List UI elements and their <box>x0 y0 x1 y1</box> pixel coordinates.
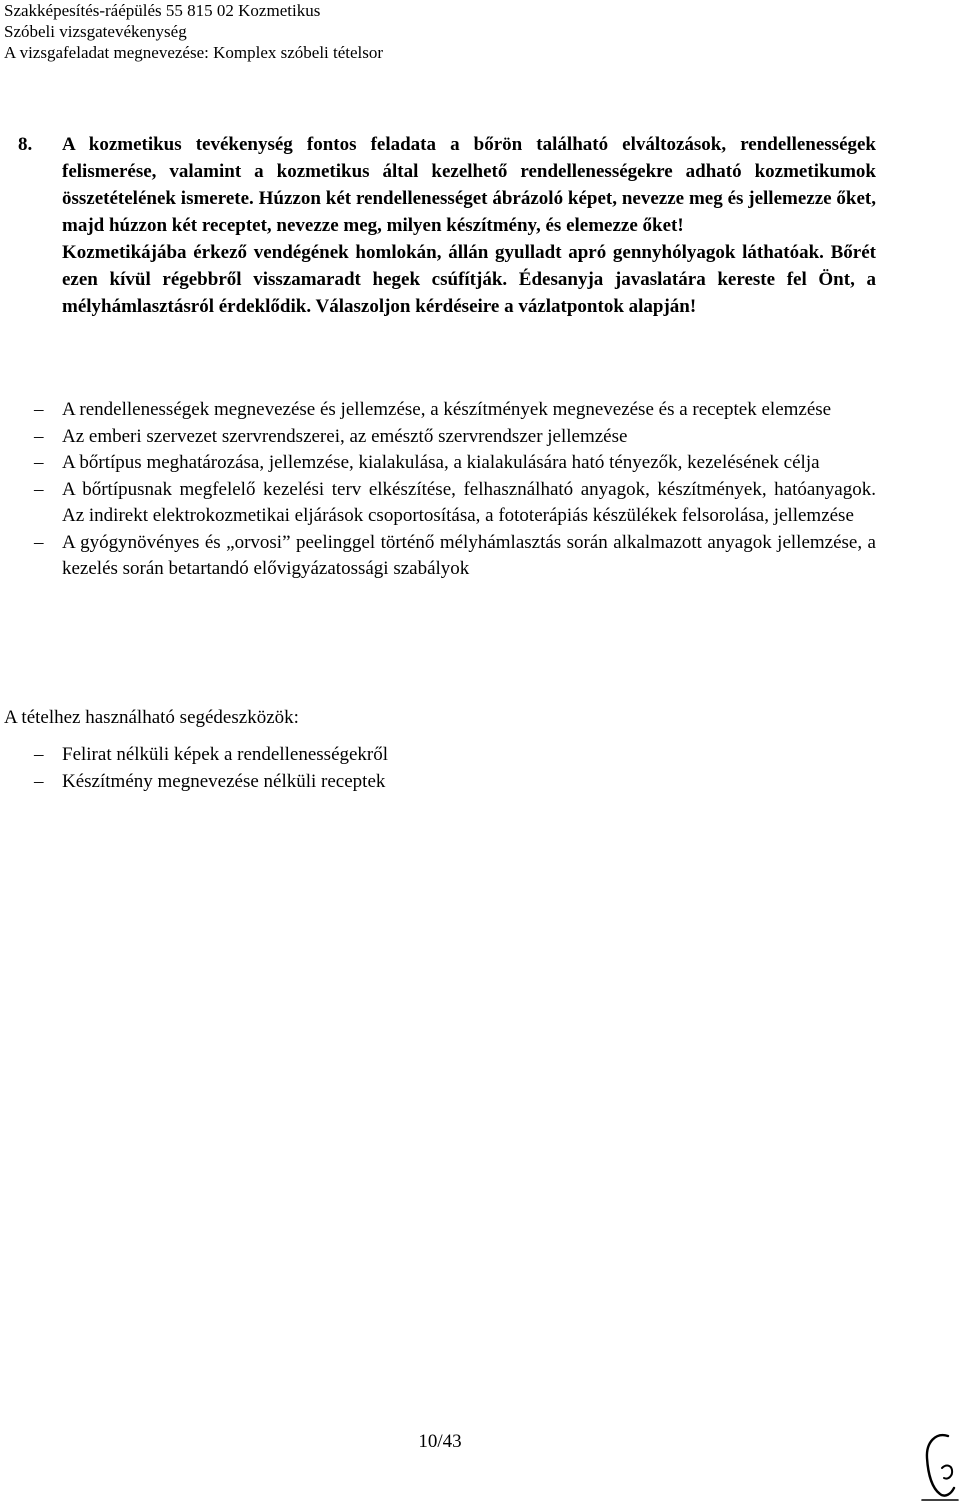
header-qualification: Szakképesítés-ráépülés 55 815 02 Kozmetikus <box>4 1 321 20</box>
outline-item-text: A rendellenességek megnevezése és jellemzése, a készítmények megnevezése és a receptek elemzése <box>62 399 832 420</box>
header-exam-activity: Szóbeli vizsgatevékenység <box>4 22 187 41</box>
task-number: 8. <box>18 134 33 155</box>
dash-bullet: – <box>34 744 44 765</box>
outline-item <box>34 450 876 477</box>
page-number: 10/43 <box>418 1431 462 1452</box>
outline-item <box>34 477 876 530</box>
task-paragraph-1: A kozmetikus tevékenység fontos feladata a bőrön található elváltozások, rendellenességek felismerése, valamint a kozmetikus által kezelhető rendellenességekre adható kozmetikumok összetételének ismerete. Húzzon két rendellenességet ábrázoló képet, nevezze meg és jellemezze őket, majd húzzon két receptet, nevezze meg, milyen készítmény, és elemezze őket! <box>62 134 876 236</box>
task-paragraph-2: Kozmetikájába érkező vendégének homlokán, állán gyulladt apró gennyhólyagok láthatóak. Bőrét ezen kívül régebbről visszamaradt hegek csúfítják. Édesanyja javaslatára kereste fel Önt, a mélyhámlasztásról érdeklődik. Válaszoljon kérdéseire a vázlatpontok alapján! <box>62 242 876 317</box>
dash-bullet: – <box>34 452 44 473</box>
outline-list <box>34 397 876 583</box>
dash-bullet: – <box>34 478 44 500</box>
outline-item <box>34 530 876 583</box>
outline-item-text: Az emberi szervezet szervrendszerei, az emésztő szervrendszer jellemzése <box>62 425 628 447</box>
tools-item-text: Készítmény megnevezése nélküli receptek <box>62 771 386 792</box>
outline-item <box>34 424 876 451</box>
tools-item <box>34 768 876 795</box>
tools-item-text: Felirat nélküli képek a rendellenességekről <box>62 744 389 765</box>
outline-item <box>34 397 876 424</box>
tools-item <box>34 741 876 768</box>
tools-list <box>34 741 876 795</box>
header-exam-task-name: A vizsgafeladat megnevezése: Komplex szóbeli tételsor <box>4 43 384 62</box>
signature-initial <box>918 1428 960 1503</box>
outline-item-text: A gyógynövényes és „orvosi” peelinggel történő mélyhámlasztás során alkalmazott anyagok jellemzése, a kezelés során betartandó elővigyázatossági szabályok <box>62 531 876 579</box>
task-description <box>62 131 876 320</box>
task-section <box>18 131 876 320</box>
outline-item-text: A bőrtípusnak megfelelő kezelési terv elkészítése, felhasználható anyagok, készítmények, hatóanyagok. Az indirekt elektrokozmetikai eljárások csoportosítása, a fototerápiás készülékek felsorolása, jellemzése <box>62 478 876 526</box>
document-header <box>4 0 383 63</box>
dash-bullet: – <box>34 425 44 447</box>
dash-bullet: – <box>34 771 44 792</box>
tools-heading: A tételhez használható segédeszközök: <box>4 707 299 728</box>
outline-item-text: A bőrtípus meghatározása, jellemzése, kialakulása, a kialakulására ható tényezők, kezelésének célja <box>62 452 820 473</box>
dash-bullet: – <box>34 531 44 553</box>
dash-bullet: – <box>34 399 44 420</box>
